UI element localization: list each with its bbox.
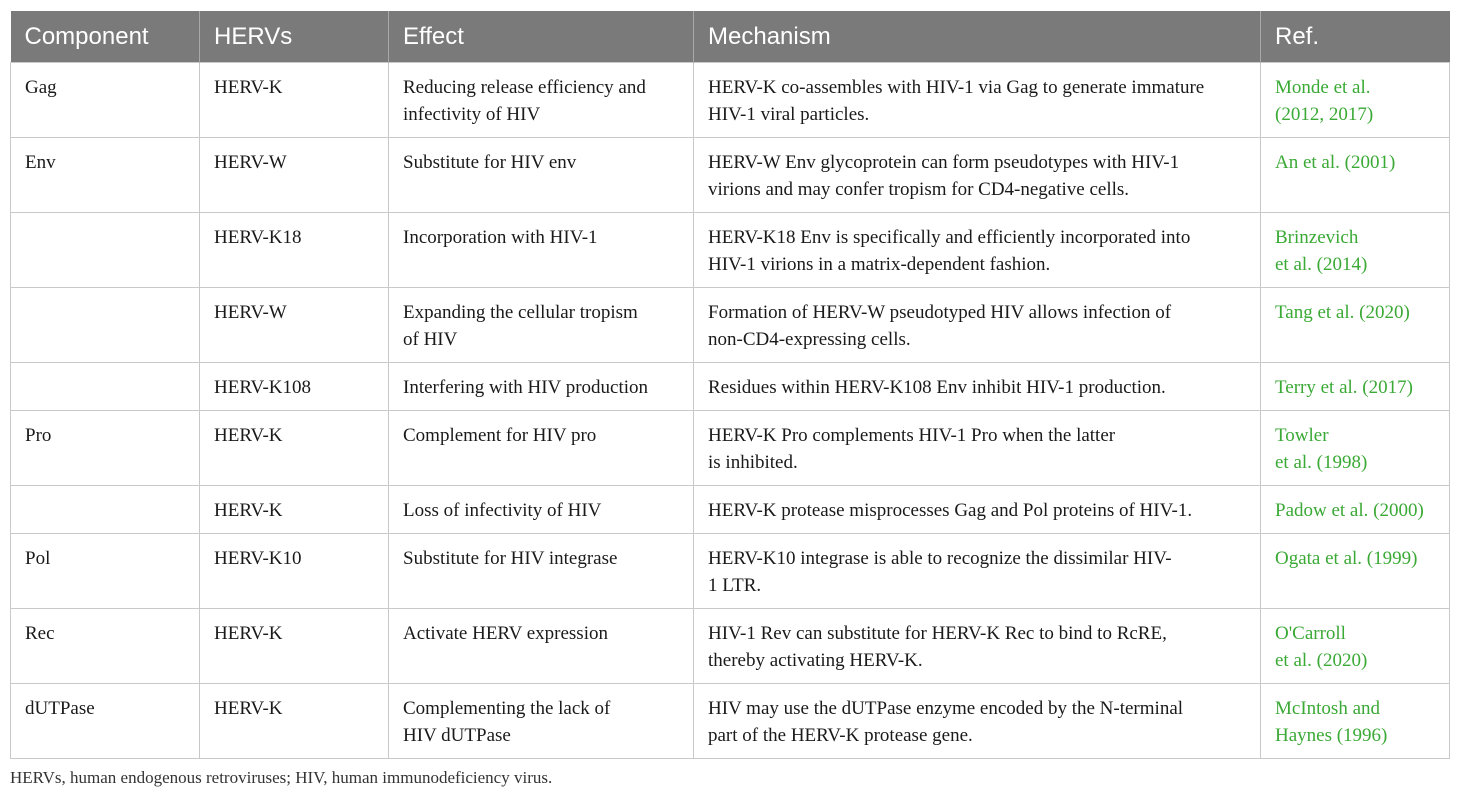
cell-mechanism-line: HERV-K co-assembles with HIV-1 via Gag to generate immature xyxy=(708,77,1205,98)
cell-mechanism-line: HIV may use the dUTPase enzyme encoded by the N-terminal xyxy=(708,698,1184,719)
cell-ref-link[interactable] xyxy=(1261,534,1450,609)
cell-mechanism-line: HERV-K18 Env is specifically and efficiently incorporated into xyxy=(708,227,1191,248)
column-header-component: Component xyxy=(11,11,200,63)
cell-effect xyxy=(389,486,694,534)
cell-ref-link-line[interactable]: Padow et al. (2000) xyxy=(1275,500,1424,521)
cell-effect-line: Complementing the lack of xyxy=(403,698,611,719)
table-row xyxy=(11,534,1450,609)
cell-effect xyxy=(389,411,694,486)
cell-effect xyxy=(389,63,694,138)
cell-mechanism xyxy=(694,213,1261,288)
cell-effect-line: Expanding the cellular tropism xyxy=(403,302,638,323)
cell-ref-link[interactable] xyxy=(1261,363,1450,411)
cell-component xyxy=(11,486,200,534)
column-header-ref: Ref. xyxy=(1261,11,1450,63)
cell-ref-link-line[interactable]: Ogata et al. (1999) xyxy=(1275,548,1418,569)
cell-component: dUTPase xyxy=(11,684,200,759)
cell-effect xyxy=(389,609,694,684)
cell-ref-link[interactable] xyxy=(1261,684,1450,759)
cell-hervs: HERV-K xyxy=(200,684,389,759)
cell-ref-link[interactable] xyxy=(1261,213,1450,288)
cell-effect-line: Activate HERV expression xyxy=(403,623,608,644)
table-row xyxy=(11,63,1450,138)
cell-effect xyxy=(389,684,694,759)
cell-hervs: HERV-W xyxy=(200,288,389,363)
cell-ref-link-line[interactable]: et al. (2020) xyxy=(1275,650,1368,671)
cell-mechanism-line: 1 LTR. xyxy=(708,575,762,596)
cell-ref-link-line[interactable]: Brinzevich xyxy=(1275,227,1359,248)
cell-hervs: HERV-K xyxy=(200,486,389,534)
table-row xyxy=(11,363,1450,411)
cell-hervs: HERV-K10 xyxy=(200,534,389,609)
cell-hervs: HERV-W xyxy=(200,138,389,213)
cell-mechanism-line: HERV-K Pro complements HIV-1 Pro when the latter xyxy=(708,425,1116,446)
cell-component: Pol xyxy=(11,534,200,609)
cell-effect-line: Incorporation with HIV-1 xyxy=(403,227,598,248)
cell-ref-link[interactable] xyxy=(1261,63,1450,138)
cell-effect-line: Substitute for HIV env xyxy=(403,152,577,173)
cell-hervs: HERV-K108 xyxy=(200,363,389,411)
cell-mechanism xyxy=(694,684,1261,759)
cell-effect-line: Complement for HIV pro xyxy=(403,425,597,446)
cell-ref-link-line[interactable]: Monde et al. xyxy=(1275,77,1371,98)
cell-effect-line: Substitute for HIV integrase xyxy=(403,548,618,569)
table-container xyxy=(10,11,1449,759)
cell-mechanism-line: Residues within HERV-K108 Env inhibit HIV-1 production. xyxy=(708,377,1166,398)
cell-ref-link[interactable] xyxy=(1261,138,1450,213)
cell-mechanism-line: non-CD4-expressing cells. xyxy=(708,329,911,350)
cell-mechanism-line: HIV-1 Rev can substitute for HERV-K Rec to bind to RcRE, xyxy=(708,623,1167,644)
cell-ref-link-line[interactable]: O'Carroll xyxy=(1275,623,1346,644)
cell-ref-link[interactable] xyxy=(1261,288,1450,363)
cell-mechanism xyxy=(694,609,1261,684)
cell-effect-line: of HIV xyxy=(403,329,458,350)
cell-ref-link[interactable] xyxy=(1261,609,1450,684)
cell-hervs: HERV-K xyxy=(200,63,389,138)
cell-mechanism xyxy=(694,63,1261,138)
cell-ref-link[interactable] xyxy=(1261,486,1450,534)
cell-effect-line: Loss of infectivity of HIV xyxy=(403,500,602,521)
table-row xyxy=(11,138,1450,213)
cell-ref-link-line[interactable]: Tang et al. (2020) xyxy=(1275,302,1410,323)
cell-ref-link-line[interactable]: Towler xyxy=(1275,425,1329,446)
cell-component xyxy=(11,288,200,363)
cell-ref-link-line[interactable]: Terry et al. (2017) xyxy=(1275,377,1413,398)
cell-ref-link-line[interactable]: et al. (1998) xyxy=(1275,452,1368,473)
herv-hiv-table xyxy=(10,11,1450,759)
cell-ref-link-line[interactable]: McIntosh and xyxy=(1275,698,1381,719)
cell-mechanism-line: HIV-1 virions in a matrix-dependent fashion. xyxy=(708,254,1051,275)
cell-component xyxy=(11,213,200,288)
cell-ref-link-line[interactable]: An et al. (2001) xyxy=(1275,152,1396,173)
cell-effect xyxy=(389,213,694,288)
cell-component: Rec xyxy=(11,609,200,684)
cell-ref-link-line[interactable]: Haynes (1996) xyxy=(1275,725,1388,746)
cell-component: Gag xyxy=(11,63,200,138)
cell-effect-line: Interfering with HIV production xyxy=(403,377,649,398)
cell-mechanism-line: part of the HERV-K protease gene. xyxy=(708,725,973,746)
column-header-mechanism: Mechanism xyxy=(694,11,1261,63)
cell-hervs: HERV-K xyxy=(200,411,389,486)
cell-mechanism xyxy=(694,363,1261,411)
cell-component: Env xyxy=(11,138,200,213)
cell-mechanism-line: is inhibited. xyxy=(708,452,798,473)
cell-effect xyxy=(389,288,694,363)
cell-mechanism-line: HERV-W Env glycoprotein can form pseudotypes with HIV-1 xyxy=(708,152,1180,173)
cell-mechanism-line: thereby activating HERV-K. xyxy=(708,650,923,671)
cell-mechanism xyxy=(694,138,1261,213)
header-row xyxy=(11,11,1450,63)
cell-effect xyxy=(389,138,694,213)
cell-component xyxy=(11,363,200,411)
cell-component: Pro xyxy=(11,411,200,486)
column-header-hervs: HERVs xyxy=(200,11,389,63)
cell-hervs: HERV-K xyxy=(200,609,389,684)
cell-effect xyxy=(389,534,694,609)
cell-mechanism-line: HERV-K10 integrase is able to recognize the dissimilar HIV- xyxy=(708,548,1172,569)
cell-mechanism-line: HERV-K protease misprocesses Gag and Pol proteins of HIV-1. xyxy=(708,500,1193,521)
cell-effect-line: Reducing release efficiency and xyxy=(403,77,646,98)
cell-ref-link-line[interactable]: (2012, 2017) xyxy=(1275,104,1374,125)
cell-effect-line: HIV dUTPase xyxy=(403,725,511,746)
table-row xyxy=(11,684,1450,759)
table-row xyxy=(11,213,1450,288)
table-body xyxy=(11,63,1450,759)
table-row xyxy=(11,609,1450,684)
column-header-effect: Effect xyxy=(389,11,694,63)
cell-effect-line: infectivity of HIV xyxy=(403,104,541,125)
cell-mechanism-line: Formation of HERV-W pseudotyped HIV allows infection of xyxy=(708,302,1172,323)
table-footnote: HERVs, human endogenous retroviruses; HIV, human immunodeficiency virus. xyxy=(10,768,553,787)
cell-ref-link[interactable] xyxy=(1261,411,1450,486)
cell-mechanism xyxy=(694,534,1261,609)
cell-mechanism xyxy=(694,288,1261,363)
table-row xyxy=(11,411,1450,486)
table-row xyxy=(11,288,1450,363)
cell-mechanism xyxy=(694,486,1261,534)
cell-hervs: HERV-K18 xyxy=(200,213,389,288)
cell-mechanism-line: HIV-1 viral particles. xyxy=(708,104,870,125)
cell-effect xyxy=(389,363,694,411)
cell-mechanism-line: virions and may confer tropism for CD4-negative cells. xyxy=(708,179,1130,200)
table-row xyxy=(11,486,1450,534)
cell-mechanism xyxy=(694,411,1261,486)
cell-ref-link-line[interactable]: et al. (2014) xyxy=(1275,254,1368,275)
